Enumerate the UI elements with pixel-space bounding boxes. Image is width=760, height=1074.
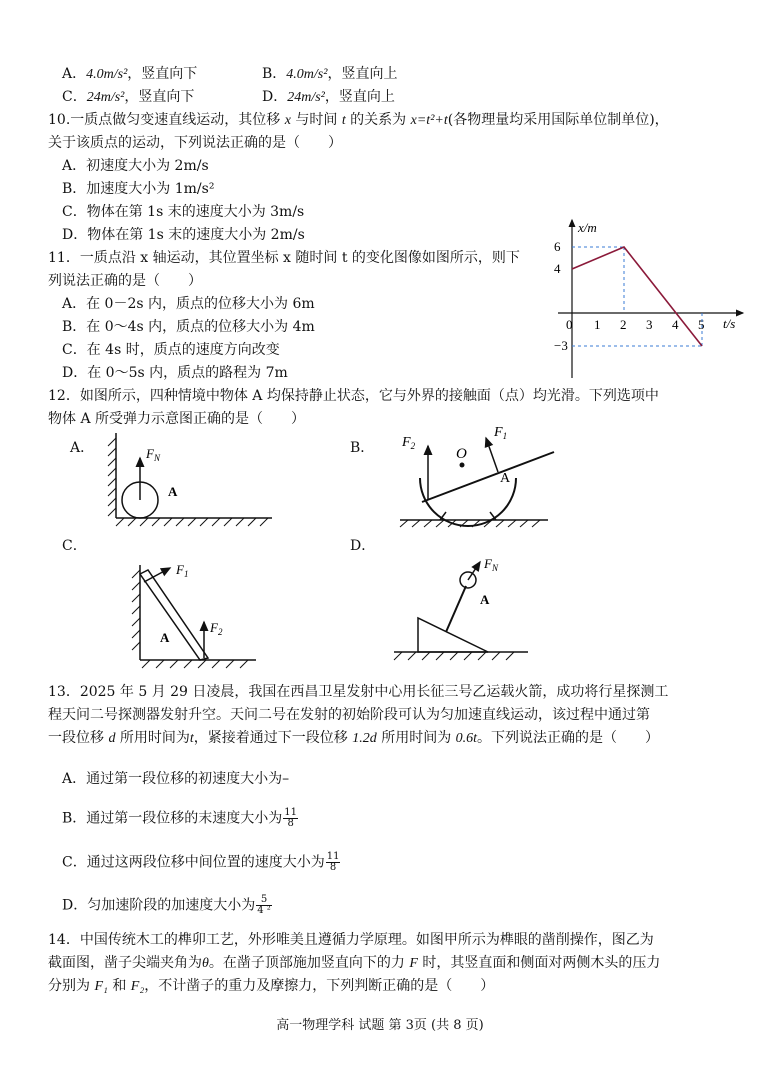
text: 10.一质点做匀变速直线运动，其位移 xyxy=(48,112,285,128)
var: θ xyxy=(202,956,209,971)
q13-stem-line3 xyxy=(48,728,659,749)
fig-d-label: D． xyxy=(350,538,376,554)
x-tick-label: 3 xyxy=(646,317,653,332)
q10-option-a: A．初速度大小为 2m/s xyxy=(62,158,209,174)
q12-stem-line2: 物体 A 所受弹力示意图正确的是（ ） xyxy=(48,411,306,427)
q11-option-b: B．在 0～4s 内，质点的位移大小为 4m xyxy=(62,319,315,335)
q13-option-d xyxy=(62,895,272,916)
var: F₁ xyxy=(94,979,108,994)
q12-stem-line1: 12．如图所示，四种情境中物体 A 均保持静止状态，它与外界的接触面（点）均光滑。下列选项中 xyxy=(48,388,659,404)
body-label: A xyxy=(500,471,511,486)
text: A．通过第一段位移的初速度大小为 xyxy=(62,771,283,787)
text: 。在凿子顶部施加竖直向下的力 xyxy=(208,955,410,971)
body-label: A xyxy=(480,592,490,607)
text: C．通过这两段位移中间位置的速度大小为 xyxy=(62,854,325,871)
option-text: ，竖直向上 xyxy=(324,89,395,105)
fraction: $\frac{11}{8}$ xyxy=(326,851,340,873)
text: 和 xyxy=(107,978,131,994)
text: B．通过第一段位移的末速度大小为 xyxy=(62,810,283,827)
option-value: 24m/s² xyxy=(86,90,125,105)
x-tick-label: 5 xyxy=(698,317,705,332)
page-footer: 高一物理学科 试题 第 3页 (共 8 页) xyxy=(276,1018,484,1033)
text: D．匀加速阶段的加速度大小为 xyxy=(62,897,256,914)
force-fn: $F_N$ xyxy=(484,556,498,573)
var: 0.6t xyxy=(455,731,478,746)
force-f1: $F_1$ xyxy=(176,562,189,579)
q14-stem-line3 xyxy=(48,976,494,997)
q11-option-a: A．在 0－2s 内，质点的位移大小为 6m xyxy=(62,296,315,312)
q9-option-c xyxy=(62,87,194,108)
force-fn: $F_N$ xyxy=(146,446,160,463)
q13-stem-line1: 13．2025 年 5 月 29 日凌晨，我国在西昌卫星发射中心用长征三号乙运载火箭，成功将行星探测工 xyxy=(48,684,669,700)
var: F₂ xyxy=(130,979,145,994)
q14-stem-line1: 14．中国传统木工的榫卯工艺，外形唯美且遵循力学原理。如图甲所示为榫眼的凿削操作，图乙为 xyxy=(48,932,654,948)
q9-option-a xyxy=(62,64,197,85)
y-tick-label: 6 xyxy=(554,239,561,254)
option-value: 4.0m/s² xyxy=(86,67,128,82)
q9-option-b xyxy=(262,64,397,85)
stick xyxy=(446,586,466,632)
q11-stem-line2: 列说法正确的是（ ） xyxy=(48,273,202,289)
fig-a-label: A． xyxy=(70,440,95,456)
force-f1: $F_1$ xyxy=(494,425,508,441)
var: F xyxy=(409,956,418,971)
text: 与时间 xyxy=(290,112,342,128)
q14-stem-line2 xyxy=(48,953,660,974)
q13-stem-line2: 程天问二号探测器发射升空。天问二号在发射的初始阶段可认为匀加速直线运动，该过程中通过第 xyxy=(48,707,650,723)
text: 分别为 xyxy=(48,978,95,994)
q10-option-b: B．加速度大小为 1m/s² xyxy=(62,181,215,197)
q11-option-d: D．在 0～5s 内，质点的路程为 7m xyxy=(62,365,288,381)
var: d xyxy=(108,731,116,746)
figure-d xyxy=(388,556,538,666)
y-tick-label: −3 xyxy=(554,338,568,353)
figure-b xyxy=(390,420,570,528)
fraction: $\frac{11}{8}$ xyxy=(284,807,298,829)
text: ，不计凿子的重力及摩擦力，下列判断正确的是（ ） xyxy=(144,978,495,994)
q9-option-d xyxy=(262,87,395,108)
wedge xyxy=(418,618,488,652)
option-value: 4.0m/s² xyxy=(286,67,328,82)
x-tick-label: 0 xyxy=(566,317,573,332)
text: 所用时间为 xyxy=(115,730,190,746)
option-label: D． xyxy=(262,89,288,105)
x-tick-label: 2 xyxy=(620,317,627,332)
q13-option-b xyxy=(62,808,298,829)
q10-option-d: D．物体在第 1s 末的速度大小为 2m/s xyxy=(62,227,305,243)
force-f2: $F_2$ xyxy=(402,435,416,451)
option-value: 24m/s² xyxy=(287,90,325,105)
text: 所用时间为 xyxy=(376,730,456,746)
figure-c xyxy=(126,560,266,670)
q11-stem-line1: 11．一质点沿 x 轴运动，其位置坐标 x 随时间 t 的变化图像如图所示，则下 xyxy=(48,250,520,266)
text: 时，其竖直面和侧面对两侧木头的压力 xyxy=(417,955,661,971)
body-label: A xyxy=(160,630,170,645)
q13-option-c xyxy=(62,852,340,873)
rod xyxy=(422,452,554,502)
fig-c-label: C． xyxy=(62,538,87,554)
figure-a xyxy=(100,428,280,528)
body-label: A xyxy=(168,484,178,499)
q10-stem-line1 xyxy=(48,110,669,131)
option-label: B． xyxy=(262,66,287,82)
text: 截面图，凿子尖端夹角为 xyxy=(48,955,202,971)
option-text: ，竖直向下 xyxy=(124,89,195,105)
var: t xyxy=(341,113,346,128)
text: – xyxy=(282,771,290,787)
text: 的关系为 xyxy=(345,112,411,128)
var: t xyxy=(189,731,194,746)
option-label: A． xyxy=(62,66,87,82)
option-text: ，竖直向上 xyxy=(327,66,398,82)
formula: x=t²+t xyxy=(410,113,448,128)
x-axis-label: t/s xyxy=(723,316,736,331)
option-label: C． xyxy=(62,89,87,105)
x-tick-label: 4 xyxy=(672,317,679,332)
q10-stem-line2: 关于该质点的运动，下列说法正确的是（ ） xyxy=(48,135,342,151)
xt-graph xyxy=(548,218,748,388)
text: 一段位移 xyxy=(48,730,109,746)
text: ，紧接着通过下一段位移 xyxy=(193,730,353,746)
q11-option-c: C．在 4s 时，质点的速度方向改变 xyxy=(62,342,280,358)
y-axis-label: x/m xyxy=(578,220,597,235)
y-tick-label: 4 xyxy=(554,261,561,276)
text: (各物理量均采用国际单位制单位)， xyxy=(447,112,669,128)
q13-option-a xyxy=(62,769,289,789)
option-text: ，竖直向下 xyxy=(127,66,198,82)
center-o: O xyxy=(456,446,467,462)
series-line xyxy=(572,247,702,346)
q10-option-c: C．物体在第 1s 末的速度大小为 3m/s xyxy=(62,204,305,220)
var: x xyxy=(284,113,291,128)
x-tick-label: 1 xyxy=(594,317,601,332)
fig-b-label: B． xyxy=(350,440,375,456)
text: 。下列说法正确的是（ ） xyxy=(477,730,660,746)
var: 1.2d xyxy=(352,731,377,746)
fraction: $\frac{5}{\text{4 ²}}$ xyxy=(257,894,271,916)
force-f2: $F_2$ xyxy=(210,620,223,637)
board xyxy=(140,570,208,660)
